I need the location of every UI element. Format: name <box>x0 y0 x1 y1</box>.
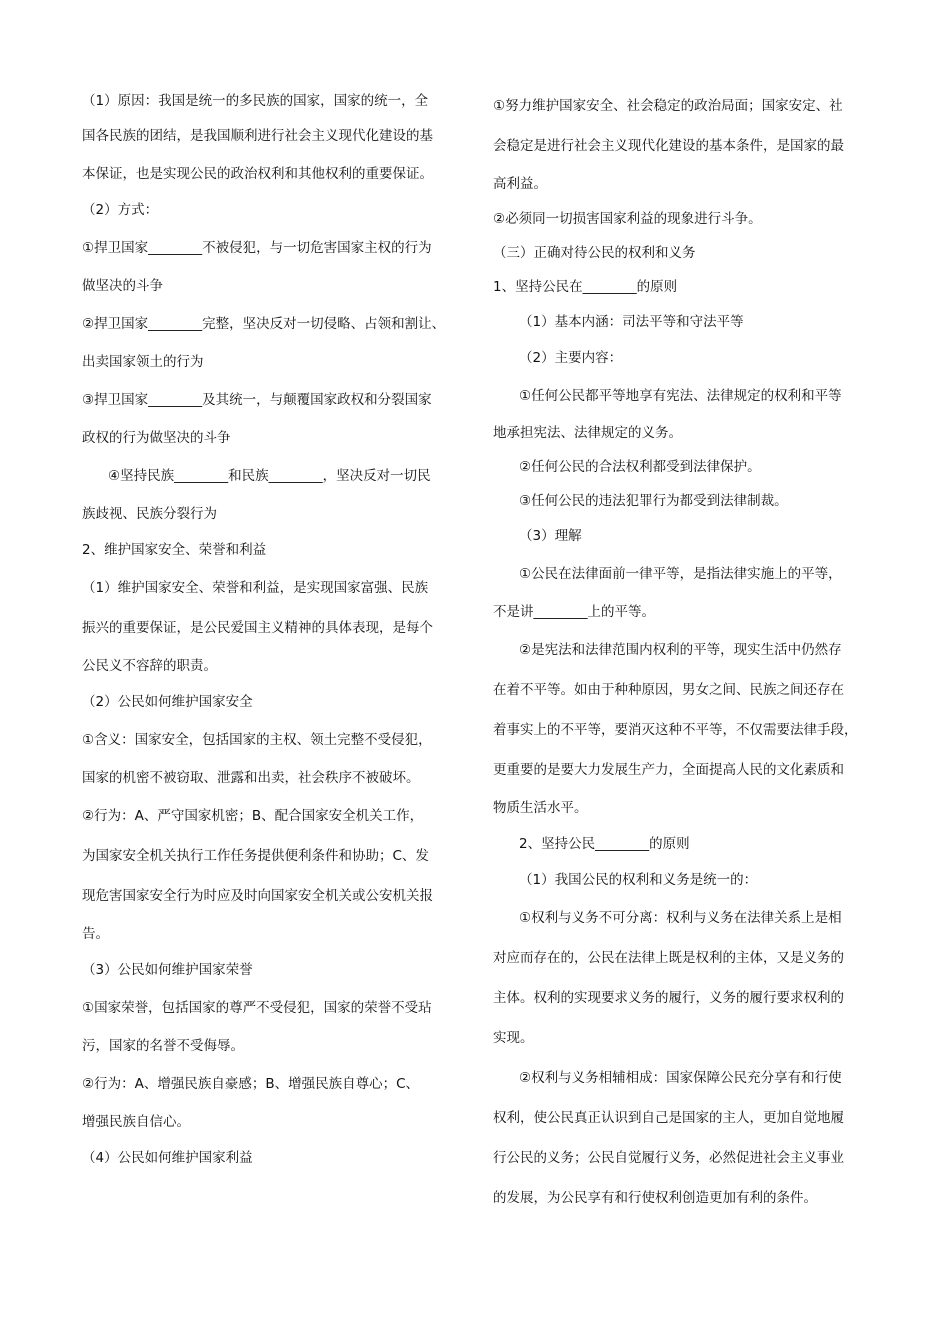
left-text-line: （3）公民如何维护国家荣誉 <box>82 962 253 978</box>
left-text-line: 增强民族自信心。 <box>82 1114 190 1130</box>
right-text-line: 着事实上的不平等，要消灭这种不平等，不仅需要法律手段， <box>493 722 858 738</box>
right-text-line: ②是宪法和法律范围内权利的平等，现实生活中仍然存 <box>519 642 842 658</box>
left-text-line: ②行为：A、增强民族自豪感；B、增强民族自尊心；C、 <box>82 1076 420 1092</box>
left-text-line: 振兴的重要保证，是公民爱国主义精神的具体表现，是每个 <box>82 620 433 636</box>
left-text-line: ①捍卫国家________不被侵犯，与一切危害国家主权的行为 <box>82 240 432 256</box>
right-column <box>493 86 883 1218</box>
right-text-line: ①权利与义务不可分离：权利与义务在法律关系上是相 <box>519 910 842 926</box>
right-text-line: 的发展，为公民享有和行使权利创造更加有利的条件。 <box>493 1190 817 1206</box>
left-text-line: 现危害国家安全行为时应及时向国家安全机关或公安机关报 <box>82 888 433 904</box>
left-text-line: （1）维护国家安全、荣誉和利益，是实现国家富强、民族 <box>82 580 429 596</box>
left-text-line: 告。 <box>82 926 109 942</box>
right-text-line: ②任何公民的合法权利都受到法律保护。 <box>519 459 761 475</box>
left-text-line: （2）公民如何维护国家安全 <box>82 694 253 710</box>
right-text-line: （2）主要内容： <box>519 350 623 366</box>
left-text-line: 为国家安全机关执行工作任务提供便利条件和协助；C、发 <box>82 848 429 864</box>
right-text-line: （三）正确对待公民的权利和义务 <box>493 245 696 261</box>
right-text-line: （1）我国公民的权利和义务是统一的： <box>519 872 758 888</box>
right-text-line: 1、坚持公民在________的原则 <box>493 279 678 295</box>
right-text-line: 权利，使公民真正认识到自己是国家的主人，更加自觉地履 <box>493 1110 844 1126</box>
right-text-line: 高利益。 <box>493 176 547 192</box>
left-column <box>82 86 467 1176</box>
right-text-line: 对应而存在的，公民在法律上既是权利的主体，又是义务的 <box>493 950 844 966</box>
left-text-line: 族歧视、民族分裂行为 <box>82 506 217 522</box>
left-text-line: 2、维护国家安全、荣誉和利益 <box>82 542 267 558</box>
right-text-line: ②必须同一切损害国家利益的现象进行斗争。 <box>493 211 762 227</box>
left-text-line: 做坚决的斗争 <box>82 278 163 294</box>
left-text-line: 出卖国家领土的行为 <box>82 354 204 370</box>
left-text-line: 政权的行为做坚决的斗争 <box>82 430 231 446</box>
left-text-line: （2）方式： <box>82 202 159 218</box>
right-text-line: ①努力维护国家安全、社会稳定的政治局面；国家安定、社 <box>493 98 843 114</box>
left-text-line: ④坚持民族________和民族________，坚决反对一切民 <box>108 468 431 484</box>
right-text-line: （3）理解 <box>519 528 582 544</box>
left-text-line: 国各民族的团结，是我国顺利进行社会主义现代化建设的基 <box>82 128 433 144</box>
right-text-line: 地承担宪法、法律规定的义务。 <box>493 425 682 441</box>
left-text-line: ②捍卫国家________完整，坚决反对一切侵略、占领和割让、 <box>82 316 446 332</box>
right-text-line: ③任何公民的违法犯罪行为都受到法律制裁。 <box>519 493 788 509</box>
left-text-line: （1）原因：我国是统一的多民族的国家，国家的统一，全 <box>82 93 429 109</box>
left-text-line: ②行为：A、严守国家机密；B、配合国家安全机关工作， <box>82 808 424 824</box>
right-text-line: 实现。 <box>493 1030 534 1046</box>
right-text-line: 在着不平等。如由于种种原因，男女之间、民族之间还存在 <box>493 682 844 698</box>
right-text-line: ①公民在法律面前一律平等，是指法律实施上的平等， <box>519 566 842 582</box>
right-text-line: （1）基本内涵：司法平等和守法平等 <box>519 314 744 330</box>
right-text-line: 会稳定是进行社会主义现代化建设的基本条件，是国家的最 <box>493 138 844 154</box>
left-text-line: 公民义不容辞的职责。 <box>82 658 217 674</box>
left-text-line: ①含义：国家安全，包括国家的主权、领土完整不受侵犯， <box>82 732 432 748</box>
left-text-line: ①国家荣誉，包括国家的尊严不受侵犯，国家的荣誉不受玷 <box>82 1000 432 1016</box>
right-text-line: 2、坚持公民________的原则 <box>519 836 690 852</box>
right-text-line: ②权利与义务相辅相成：国家保障公民充分享有和行使 <box>519 1070 842 1086</box>
left-text-line: （4）公民如何维护国家利益 <box>82 1150 253 1166</box>
left-text-line: 国家的机密不被窃取、泄露和出卖，社会秩序不被破坏。 <box>82 770 420 786</box>
right-text-line: 不是讲________上的平等。 <box>493 604 655 620</box>
right-text-line: 主体。权利的实现要求义务的履行，义务的履行要求权利的 <box>493 990 844 1006</box>
left-text-line: 本保证，也是实现公民的政治权利和其他权利的重要保证。 <box>82 166 433 182</box>
left-text-line: ③捍卫国家________及其统一，与颠覆国家政权和分裂国家 <box>82 392 432 408</box>
right-text-line: 更重要的是要大力发展生产力，全面提高人民的文化素质和 <box>493 762 844 778</box>
right-text-line: 行公民的义务；公民自觉履行义务，必然促进社会主义事业 <box>493 1150 844 1166</box>
right-text-line: 物质生活水平。 <box>493 800 588 816</box>
left-text-line: 污，国家的名誉不受侮辱。 <box>82 1038 244 1054</box>
right-text-line: ①任何公民都平等地享有宪法、法律规定的权利和平等 <box>519 388 842 404</box>
